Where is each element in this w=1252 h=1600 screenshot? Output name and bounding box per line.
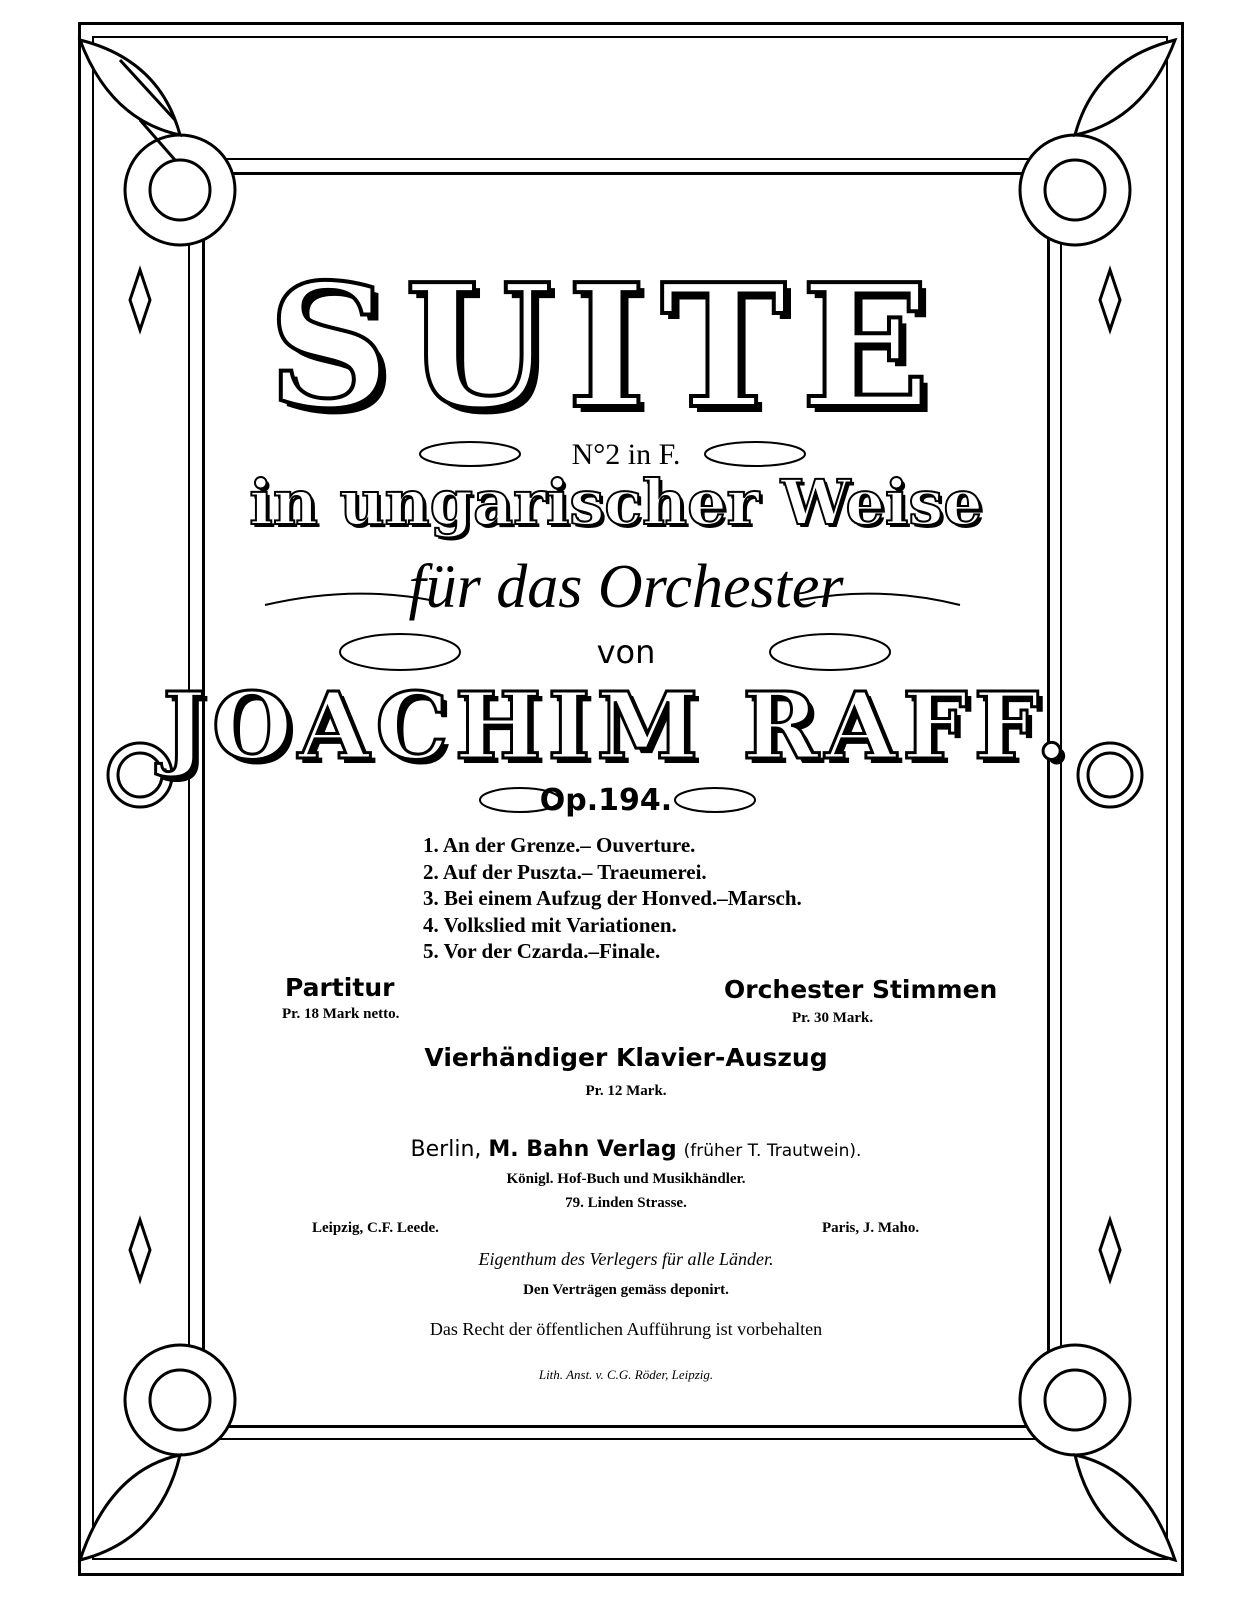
corner-ornament-top-right <box>1020 40 1175 245</box>
score-label: Partitur <box>285 973 395 1002</box>
title-suite: SUITE <box>267 247 945 447</box>
subtitle: in ungarischer Weise <box>249 466 983 539</box>
piano-label: Vierhändiger Klavier-Auszug <box>424 1043 828 1072</box>
publisher-address: 79. Linden Strasse. <box>565 1195 687 1211</box>
deposit-notice: Den Verträgen gemäss deponirt. <box>523 1282 729 1298</box>
list-item: 4. Volkslied mit Variationen. <box>423 912 677 937</box>
publisher-name: M. Bahn Verlag <box>488 1137 677 1162</box>
opus-number: Op.194. <box>539 783 673 818</box>
performance-rights: Das Recht der öffentlichen Aufführung ist vorbehalten <box>429 1319 823 1339</box>
list-item: 5. Vor der Czarda.–Finale. <box>423 939 661 963</box>
publisher-title: Königl. Hof-Buch und Musikhändler. <box>506 1171 746 1187</box>
score-price: Pr. 18 Mark netto. <box>282 1006 400 1022</box>
by-label: von <box>596 633 656 671</box>
printer-credit: Lith. Anst. v. C.G. Röder, Leipzig. <box>538 1367 714 1382</box>
suite-number: N°2 in F. <box>571 438 681 471</box>
agent-leipzig: Leipzig, C.F. Leede. <box>312 1220 439 1236</box>
parts-price: Pr. 30 Mark. <box>792 1010 874 1026</box>
corner-ornament-top-left <box>80 40 235 245</box>
agent-paris: Paris, J. Maho. <box>822 1220 920 1236</box>
list-item: 1. An der Grenze.– Ouverture. <box>423 833 696 857</box>
property-notice: Eigenthum des Verlegers für alle Länder. <box>478 1249 774 1269</box>
movement-list <box>423 832 802 965</box>
publisher-line <box>10 1138 1252 1162</box>
parts-label: Orchester Stimmen <box>724 975 998 1004</box>
composer-name: JOACHIM RAFF. <box>162 672 1074 780</box>
list-item: 2. Auf der Puszta.– Traeumerei. <box>423 859 707 884</box>
list-item: 3. Bei einem Aufzug der Honved.–Marsch. <box>423 886 802 910</box>
piano-price: Pr. 12 Mark. <box>585 1083 667 1099</box>
instrumentation: für das Orchester <box>408 553 844 621</box>
publisher-city: Berlin, <box>410 1137 482 1162</box>
publisher-former: (früher T. Trautwein). <box>683 1141 862 1161</box>
